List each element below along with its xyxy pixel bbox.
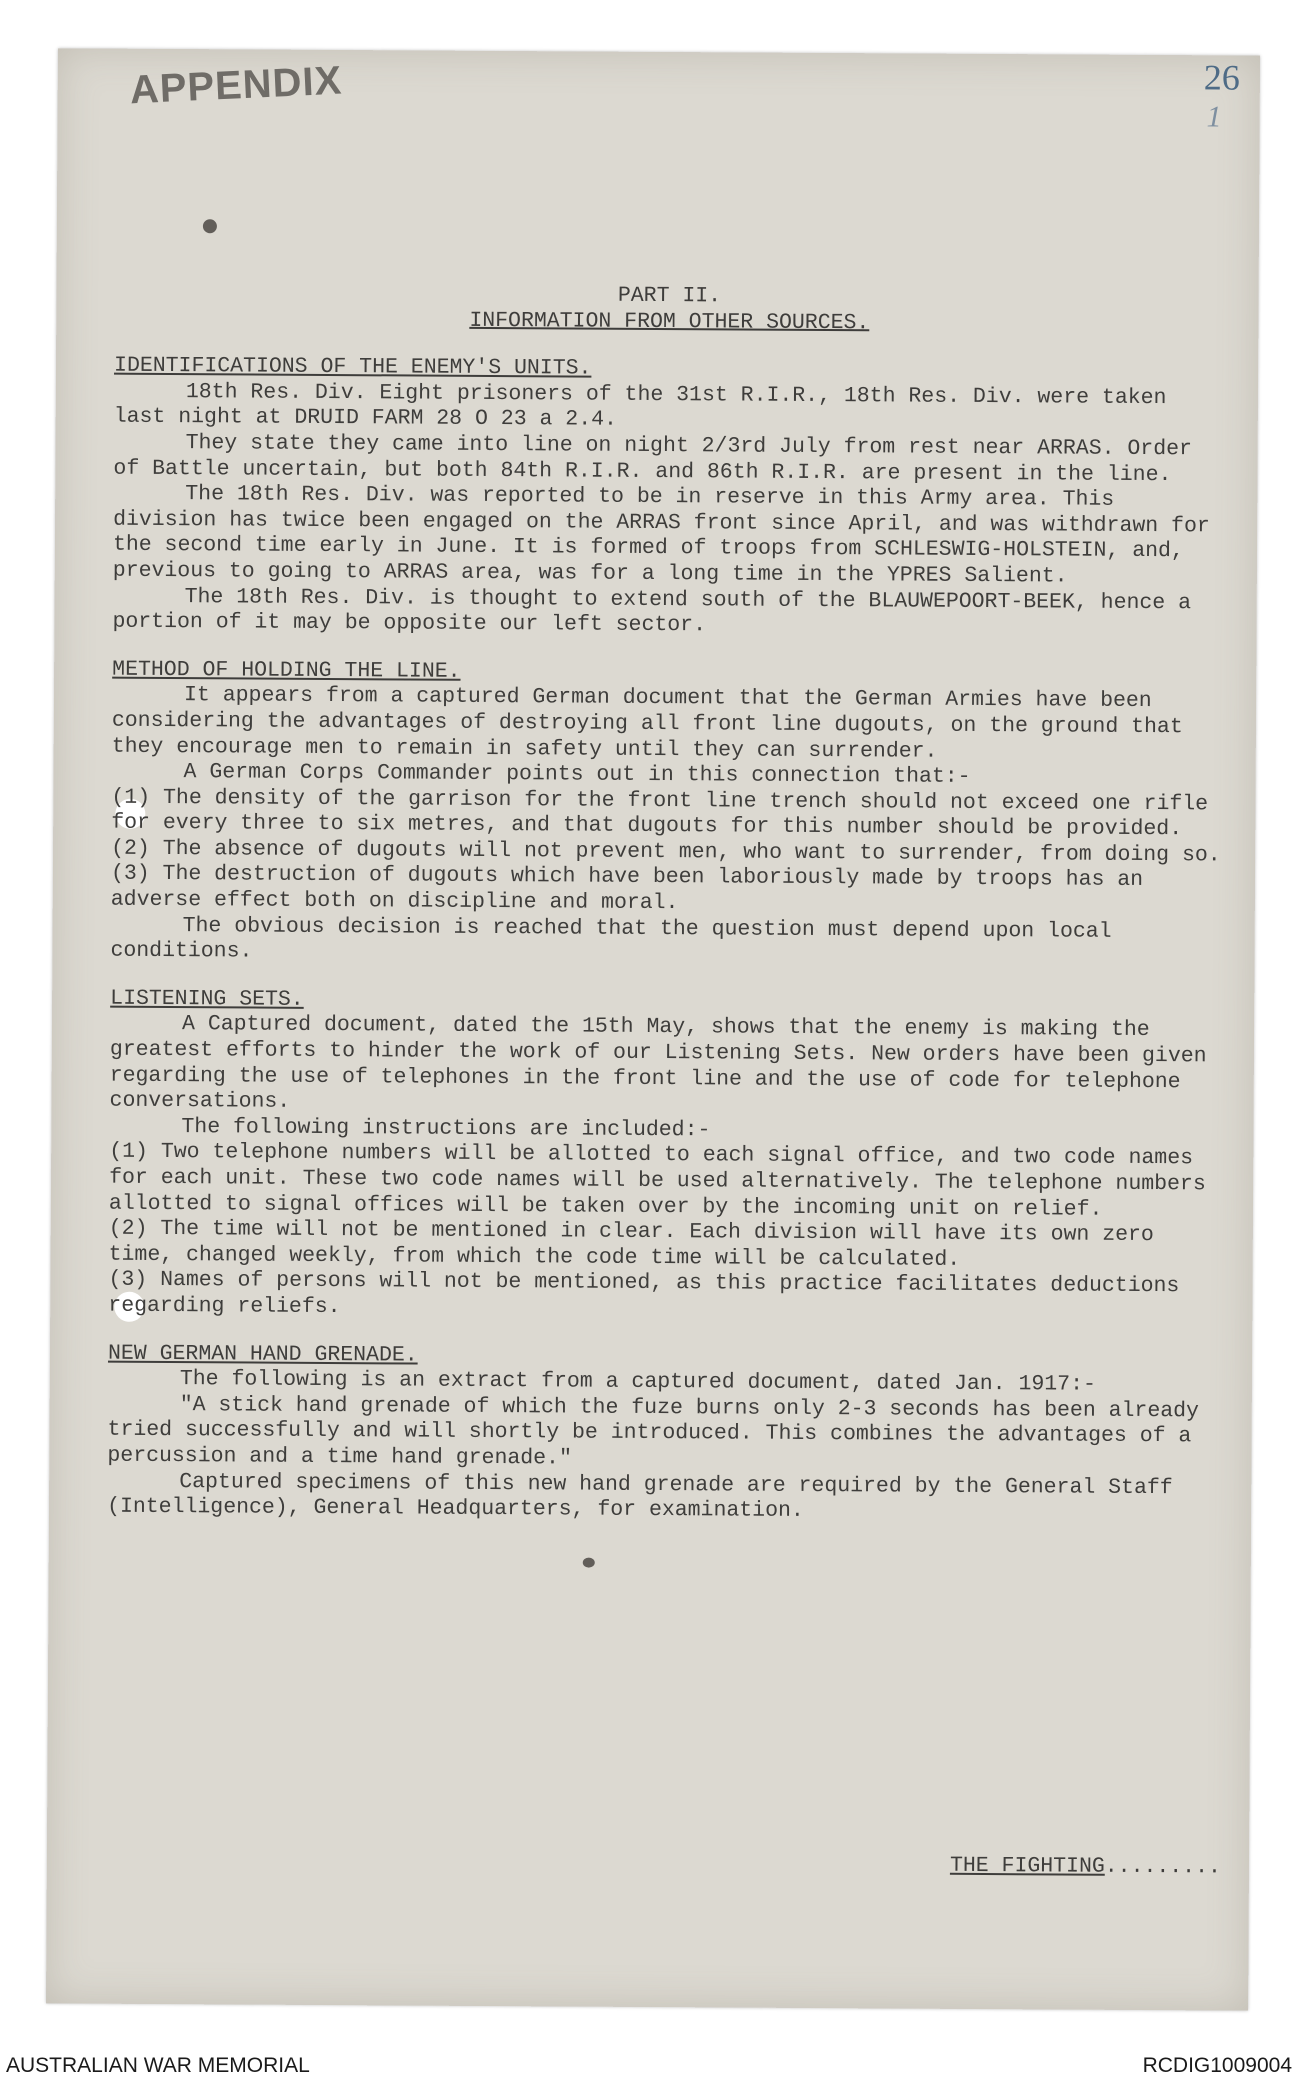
ink-blot xyxy=(583,1558,595,1568)
paragraph: The 18th Res. Div. was reported to be in reserve in this Army area. This division has twice been engaged on the ARRAS front since April, and was withdrawn for the second time early in June. It is formed of troops from SCHLESWIG-HOLSTEIN, and, previous to going to ARRAS area, was for a long time in the YPRES Salient. xyxy=(112,482,1210,589)
section-title: LISTENING SETS. xyxy=(110,986,304,1012)
list-item: (1) Two telephone numbers will be allotted to each signal office, and two code names for each unit. These two code names will be used alternatively. The telephone numbers allotted to signal offices will be taken over by the incoming unit on relief. xyxy=(108,1140,1206,1222)
section-holding-line xyxy=(110,657,1222,971)
paragraph: They state they came into line on night 2/3rd July from rest near ARRAS. Order of Battle uncertain, but both 84th R.I.R. and 86th R.I.R. are present in the line. xyxy=(113,431,1193,487)
archive-credit: AUSTRALIAN WAR MEMORIAL xyxy=(6,2054,310,2077)
list-item: (2) The time will not be mentioned in clear. Each division will have its own zero time, changed weekly, from which the code time will be calculated. xyxy=(108,1216,1154,1272)
section-hand-grenade xyxy=(107,1341,1218,1527)
document-body xyxy=(107,281,1225,1527)
section-title: NEW GERMAN HAND GRENADE. xyxy=(107,1341,418,1368)
section-identifications xyxy=(112,354,1224,642)
paragraph: The following instructions are included:- xyxy=(181,1114,711,1143)
list-item: (3) The destruction of dugouts which have been laboriously made by troops has an adverse effect both on discipline and moral. xyxy=(110,862,1144,916)
part-label: PART II. xyxy=(617,283,722,309)
section-title: IDENTIFICATIONS OF THE ENEMY'S UNITS. xyxy=(113,353,592,381)
paragraph: A German Corps Commander points out in this connection that:- xyxy=(183,760,971,790)
paragraph: The following is an extract from a captured document, dated Jan. 1917:- xyxy=(179,1367,1097,1397)
ink-blot xyxy=(203,219,217,233)
paragraph: It appears from a captured German document that the German Armies have been considering the advantages of destroying all front line dugouts, on the ground that they encourage men to remain in safety until they can surrender. xyxy=(111,683,1183,764)
part-title: INFORMATION FROM OTHER SOURCES. xyxy=(469,308,870,335)
section-listening-sets xyxy=(108,987,1220,1326)
list-item: (1) The density of the garrison for the front line trench should not exceed one rifle for every three to six metres, and that dugouts for this number should be provided. xyxy=(111,785,1209,842)
appendix-stamp: APPENDIX xyxy=(128,58,344,113)
continuation-note xyxy=(950,1854,1221,1880)
paragraph: The 18th Res. Div. is thought to extend south of the BLAUWEPOORT-BEEK, hence a portion of it may be opposite our left sector. xyxy=(112,584,1192,638)
paragraph: The obvious decision is reached that the question must depend upon local conditions. xyxy=(110,913,1112,964)
folio-page: 26 xyxy=(1203,57,1240,98)
list-item: (2) The absence of dugouts will not prevent men, who want to surrender, from doing so. xyxy=(111,836,1221,868)
list-item: (3) Names of persons will not be mentioned, as this practice facilitates deductions regarding reliefs. xyxy=(108,1268,1180,1320)
paragraph: Captured specimens of this new hand grenade are required by the General Staff (Intelligence), General Headquarters, for examination. xyxy=(107,1469,1173,1524)
continuation-dots: ......... xyxy=(1104,1854,1221,1880)
section-title: METHOD OF HOLDING THE LINE. xyxy=(112,657,461,684)
quoted-extract: "A stick hand grenade of which the fuze burns only 2-3 seconds has been already tried successfully and will shortly be introduced. This combines the advantages of a percussion and a time hand grenade." xyxy=(107,1392,1200,1471)
continuation-title: THE FIGHTING xyxy=(949,1853,1105,1879)
folio-sub: 1 xyxy=(1206,100,1222,134)
folio-number xyxy=(1203,57,1239,137)
document-sheet xyxy=(46,48,1260,2010)
paragraph: A Captured document, dated the 15th May, shows that the enemy is making the greatest efforts to hinder the work of our Listening Sets. New orders have been given regarding the use of telephones in the front line and the use of code for telephone conversations. xyxy=(109,1012,1207,1114)
part-heading xyxy=(114,281,1224,339)
archive-id: RCDIG1009004 xyxy=(1142,2054,1292,2077)
paragraph: 18th Res. Div. Eight prisoners of the 31st R.I.R., 18th Res. Div. were taken last night at DRUID FARM 28 O 23 a 2.4. xyxy=(113,379,1167,433)
